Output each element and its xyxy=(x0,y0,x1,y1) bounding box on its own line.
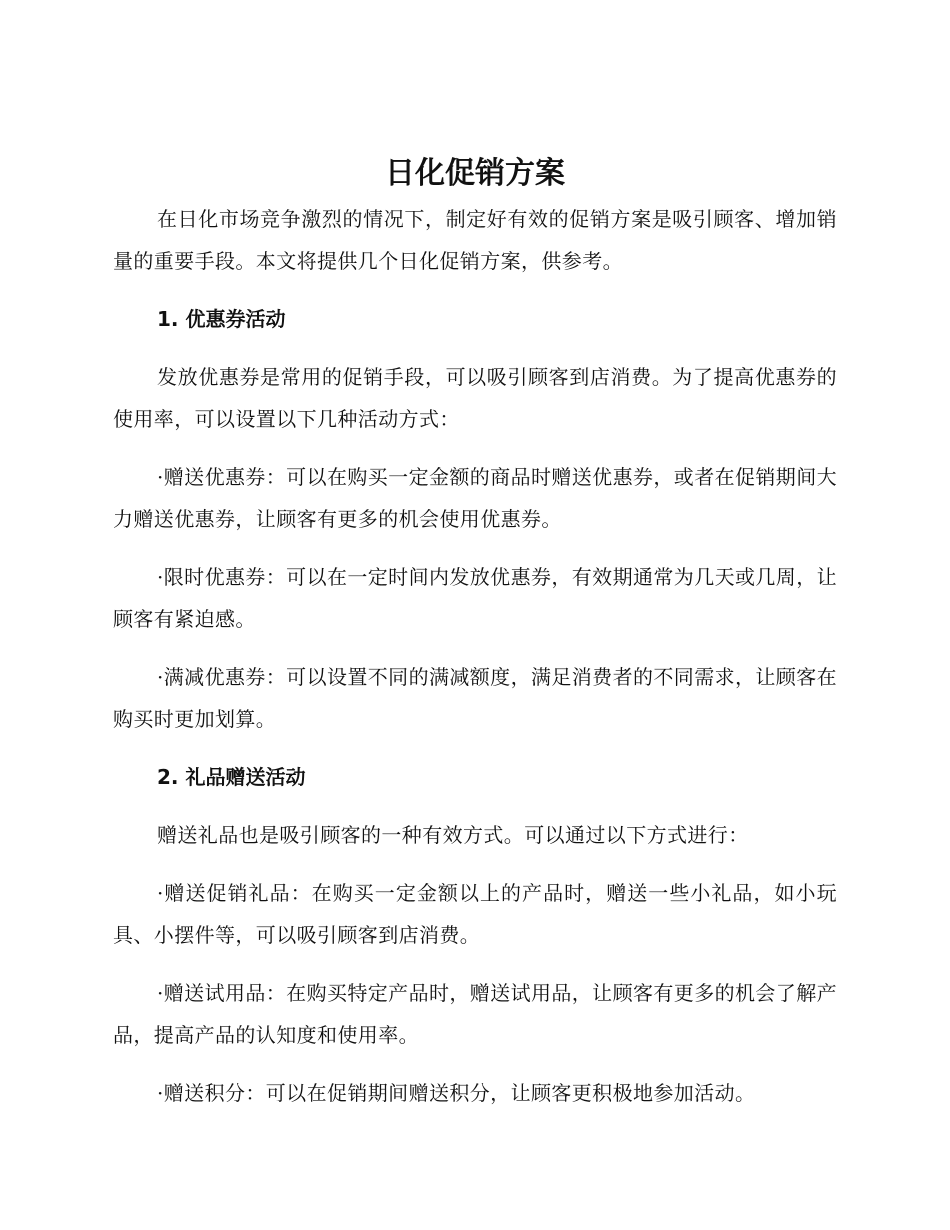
bullet-text: 赠送试用品：在购买特定产品时，赠送试用品，让顾客有更多的机会了解产品，提高产品的认知度和使用率。 xyxy=(113,981,837,1047)
bullet-item xyxy=(113,872,837,956)
bullet-dot-icon: · xyxy=(157,665,164,689)
bullet-dot-icon: · xyxy=(157,981,164,1005)
bullet-text: 满减优惠券：可以设置不同的满减额度，满足消费者的不同需求，让顾客在购买时更加划算。 xyxy=(113,665,837,731)
bullet-dot-icon: · xyxy=(157,1081,164,1105)
bullet-text: 限时优惠券：可以在一定时间内发放优惠券，有效期通常为几天或几周，让顾客有紧迫感。 xyxy=(113,565,837,631)
section-intro-coupon: 发放优惠券是常用的促销手段，可以吸引顾客到店消费。为了提高优惠券的使用率，可以设置以下几种活动方式： xyxy=(113,365,837,431)
section-heading-gift: 2. 礼品赠送活动 xyxy=(157,765,306,789)
bullet-item xyxy=(113,1072,837,1114)
section-intro-gift: 赠送礼品也是吸引顾客的一种有效方式。可以通过以下方式进行： xyxy=(157,823,749,847)
bullet-dot-icon: · xyxy=(157,465,164,489)
document-body xyxy=(113,150,837,1130)
bullet-dot-icon: · xyxy=(157,881,164,905)
bullet-item xyxy=(113,456,837,540)
bullet-item xyxy=(113,556,837,640)
bullet-item xyxy=(113,656,837,740)
bullet-dot-icon: · xyxy=(157,565,164,589)
bullet-item xyxy=(113,972,837,1056)
bullet-text: 赠送积分：可以在促销期间赠送积分，让顾客更积极地参加活动。 xyxy=(163,1081,756,1105)
page-title: 日化促销方案 xyxy=(385,156,565,191)
section-heading-coupon: 1. 优惠券活动 xyxy=(157,307,286,331)
bullet-text: 赠送优惠券：可以在购买一定金额的商品时赠送优惠券，或者在促销期间大力赠送优惠券，让顾客有更多的机会使用优惠券。 xyxy=(113,465,837,531)
intro-paragraph: 在日化市场竞争激烈的情况下，制定好有效的促销方案是吸引顾客、增加销量的重要手段。本文将提供几个日化促销方案，供参考。 xyxy=(113,207,837,273)
bullet-text: 赠送促销礼品：在购买一定金额以上的产品时，赠送一些小礼品，如小玩具、小摆件等，可以吸引顾客到店消费。 xyxy=(113,881,837,947)
